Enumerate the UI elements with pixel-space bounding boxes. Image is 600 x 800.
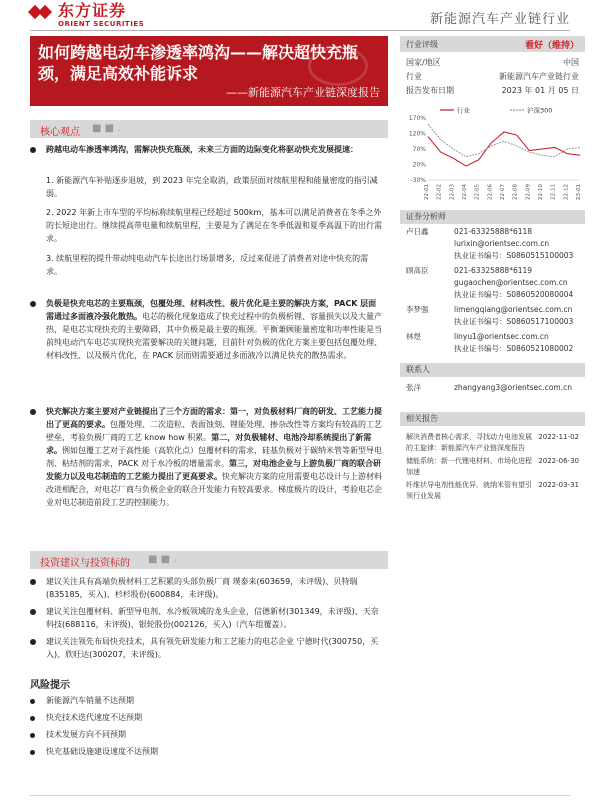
related-report-date: 2022-03-31 <box>538 481 579 489</box>
related-report-date: 2022-06-30 <box>538 457 579 465</box>
related-report[interactable] <box>400 454 585 478</box>
risk-item: 技术发展方向不同预期 <box>46 730 126 739</box>
info-row <box>400 70 585 84</box>
info-table <box>400 56 585 98</box>
header-divider <box>30 30 570 31</box>
core-point-3-lead-1: 快充解决方案主要对产业链提出了三个方面的需求：第一，对负极材料厂商的研发、工艺能力提出了更高的要求。 <box>46 407 382 429</box>
bullet-icon <box>30 716 35 721</box>
core-point-2-lead: 负极是快充电芯的主要瓶颈，包覆处理、材料改性、极片优化是主要的解决方案，PACK 层面需通过多面液冷强化散热。 <box>46 299 377 321</box>
invest-item: 建议关注包覆材料、新型导电剂、水冷板领域的龙头企业，信德新材(301349，未评级)、天奈科技(688116，未评级)、银轮股份(002126，买入)（汽车组覆盖）。 <box>46 607 379 629</box>
analysts-section-head: 证券分析师 <box>400 210 585 224</box>
bullet-icon <box>30 639 36 645</box>
analyst-block <box>406 265 579 301</box>
info-value: 新能源汽车产业链行业 <box>499 72 579 81</box>
invest-section-head <box>30 551 388 569</box>
core-point-3-lead-2: 第二，对负极辅材、电池冷却系统提出了新需求。 <box>46 433 372 455</box>
related-report[interactable] <box>400 478 585 502</box>
core-point-2-body: 电芯的极化现象造成了快充过程中的负极析锂、容量损失以及大量产热，是电芯实现快充的主要障碍，其中负极是最主要的瓶颈。平衡兼顾能量密度和功率性能是当前纯电动汽车电芯实现快充需要解决的关键问题，目前针对负极的优化方案主要包括包覆处理、材料改性、以及极片优化，在 PACK 层面则需要通过多面液冷以满足快充的散热需求。 <box>46 312 382 360</box>
related-report-title: 储能系统：新一代锂电材料，市场化进程加速 <box>406 457 532 476</box>
contact-email[interactable]: zhangyang3@orientsec.com.cn <box>454 383 572 392</box>
info-key: 行业 <box>406 72 422 81</box>
analyst-email[interactable]: linyu1@orientsec.com.cn <box>454 332 549 341</box>
core-section-title: 核心观点 <box>40 127 80 138</box>
page-header <box>0 0 600 34</box>
x-tick-label: 22-09 <box>525 184 532 200</box>
core-point-3-body-3: 快充解决方案的应用需要电芯设计与上游材料改进相配合，对电芯厂商与负极企业的联合开发能力有较高要求。梯度极片的设计，考验电芯企业对电芯制造前段工艺的控制能力。 <box>46 472 382 507</box>
bullet-icon <box>30 579 36 585</box>
info-sidebar <box>400 36 585 502</box>
company-logo <box>30 0 144 30</box>
x-tick-label: 22-03 <box>449 184 456 200</box>
x-tick-label: 23-01 <box>576 184 582 200</box>
analyst-cert: 执业证书编号：S0860520080004 <box>454 290 574 299</box>
x-tick-label: 22-08 <box>512 184 519 200</box>
legend-label: 沪深300 <box>527 106 553 115</box>
risk-item: 快充基础设施建设速度不达预期 <box>46 747 158 756</box>
logo-cn: 东方证券 <box>58 0 127 20</box>
bullet-icon <box>30 750 35 755</box>
info-row <box>400 56 585 70</box>
analyst-cert: 执业证书编号：S0860517100003 <box>454 317 574 326</box>
related-report-title: 纤维状导电剂性能优异，就纳米管有望引领行业发展 <box>406 481 532 500</box>
logo-mark-icon <box>30 5 54 25</box>
analyst-name: 李梦强 <box>406 305 429 314</box>
industry-title: 新能源汽车产业链行业 <box>429 12 570 27</box>
section-dots-icon: ■ ■ . <box>92 123 121 134</box>
contact-name: 张洋 <box>406 383 421 392</box>
core-point-3-lead-3: 第三，对电池企业与上游负极厂商的联合研发能力以及电芯制造的工艺能力提出了更高要求。 <box>46 459 382 481</box>
rating-bar <box>400 36 585 52</box>
series-line-0 <box>428 132 580 166</box>
performance-chart-svg <box>400 104 585 204</box>
related-report-title: 解决消费者核心需求，寻找动力电池发展的主旋律：新能源汽车产业链深度报告 <box>406 433 532 452</box>
contact-section-head: 联系人 <box>400 363 585 377</box>
core-point-1-item: 1. 新能源汽车补贴逐步退坡，到 2023 年完全取消，政策层面对续航里程和能量密度的指引减弱。 <box>46 176 378 198</box>
related-section-head: 相关报告 <box>400 412 585 426</box>
analyst-email[interactable]: gugaochen@orientsec.com.cn <box>454 278 568 287</box>
x-tick-label: 22-10 <box>538 184 544 200</box>
x-tick-label: 22-12 <box>563 184 570 200</box>
risk-item: 快充技术迭代速度不达预期 <box>46 713 142 722</box>
x-tick-label: 22-11 <box>550 184 557 200</box>
footer-divider <box>30 795 570 796</box>
core-point-3-body-2: 例如包覆工艺对于高性能（高软化点）包覆材料的需求，硅基负极对于碳纳米管等新型导电剂、粘结剂的需求，PACK 对于水冷板的增量需求。 <box>46 446 382 468</box>
analyst-list <box>400 224 585 355</box>
analyst-name: 卢日鑫 <box>406 227 429 236</box>
core-point-3 <box>46 405 384 509</box>
analyst-cert: 执业证书编号：S0860521080002 <box>454 344 574 353</box>
invest-section-title: 投资建议与投资标的 <box>40 558 130 569</box>
performance-chart <box>400 104 585 204</box>
report-banner <box>30 36 388 106</box>
report-title: 如何跨越电动车渗透率鸿沟——解决超快充瓶颈，满足高效补能诉求 <box>38 43 359 83</box>
bullet-icon <box>30 699 35 704</box>
bullet-icon <box>30 147 36 153</box>
info-key: 国家/地区 <box>406 58 441 67</box>
related-report-date: 2022-11-02 <box>538 433 579 441</box>
analyst-block <box>406 304 579 328</box>
y-tick-label: 70% <box>412 146 426 153</box>
x-tick-label: 22-01 <box>424 184 430 200</box>
y-tick-label: 120% <box>408 130 426 138</box>
invest-item: 建议关注具有高端负极材料工艺积累的头部负极厂商 璞泰来(603659，未评级)、贝特瑞(835185，买入)、杉杉股份(600884，未评级)。 <box>46 577 358 599</box>
risk-section-title: 风险提示 <box>30 680 70 691</box>
x-tick-label: 22-05 <box>474 184 481 200</box>
y-tick-label: 170% <box>408 115 426 122</box>
invest-item: 建议关注领先布局快充技术，具有领先研发能力和工艺能力的电芯企业 宁德时代(300750，买入)、欣旺达(300207，未评级)。 <box>46 637 379 659</box>
related-report[interactable] <box>400 430 585 454</box>
bullet-icon <box>30 609 36 615</box>
y-tick-label: 20% <box>412 161 426 169</box>
core-section-head <box>30 120 388 138</box>
x-tick-label: 22-02 <box>436 184 443 200</box>
x-tick-label: 22-06 <box>487 184 494 200</box>
info-value: 2023 年 01 月 05 日 <box>501 86 579 95</box>
analyst-block <box>406 226 579 262</box>
core-point-2 <box>46 297 384 362</box>
analyst-block <box>406 331 579 355</box>
core-point-1-item: 2. 2022 年新上市车型的平均标称续航里程已经超过 500km，基本可以满足消费者在冬季之外的长短途出行。继续提高带电量和续航里程，主要是为了满足在冬季低温和夏季高温下的出行需求。 <box>46 208 382 243</box>
series-line-1 <box>428 124 580 157</box>
bullet-icon <box>30 409 36 415</box>
logo-en: ORIENT SECURITIES <box>58 19 145 28</box>
bullet-icon <box>30 733 35 738</box>
x-tick-label: 22-04 <box>462 184 468 200</box>
analyst-phone: 021-63325888*6118 <box>454 227 533 236</box>
core-point-1-lead: 跨越电动车渗透率鸿沟，需解决快充瓶颈，未来三方面的边际变化将驱动快充发展提速： <box>46 145 358 154</box>
info-row <box>400 84 585 98</box>
info-key: 报告发布日期 <box>406 86 454 95</box>
core-point-1-item: 3. 续航里程的提升带动纯电动汽车长途出行场景增多，反过来促进了消费者对途中快充的需求。 <box>46 254 369 276</box>
core-point-3-body-1: 包覆处理、二次造粒、表面蚀刻、锂能处理、掺杂改性等方案均有较高的工艺壁垒，考验负极厂商的工艺 know how 积累。 <box>46 420 382 442</box>
info-value: 中国 <box>563 58 579 67</box>
analyst-name: 顾高臣 <box>406 266 429 275</box>
analyst-email[interactable]: lurixin@orientsec.com.cn <box>454 239 550 248</box>
report-subtitle: ——新能源汽车产业链深度报告 <box>226 86 380 99</box>
section-dots-icon: ■ ■ . <box>148 554 177 565</box>
contact-block <box>400 377 585 394</box>
analyst-phone: 021-63325888*6119 <box>454 266 533 275</box>
x-tick-label: 22-07 <box>500 184 506 200</box>
rating-value: 看好（维持） <box>524 40 579 51</box>
bullet-icon <box>30 301 36 307</box>
risk-item: 新能源汽车销量不达预期 <box>46 696 134 705</box>
analyst-cert: 执业证书编号：S0860515100003 <box>454 251 574 260</box>
y-tick-label: -30% <box>410 177 426 184</box>
rating-label: 行业评级 <box>406 39 438 49</box>
analyst-email[interactable]: limengqiang@orientsec.com.cn <box>454 305 573 314</box>
analyst-name: 林煜 <box>406 332 421 341</box>
legend-label: 行业 <box>457 106 470 115</box>
